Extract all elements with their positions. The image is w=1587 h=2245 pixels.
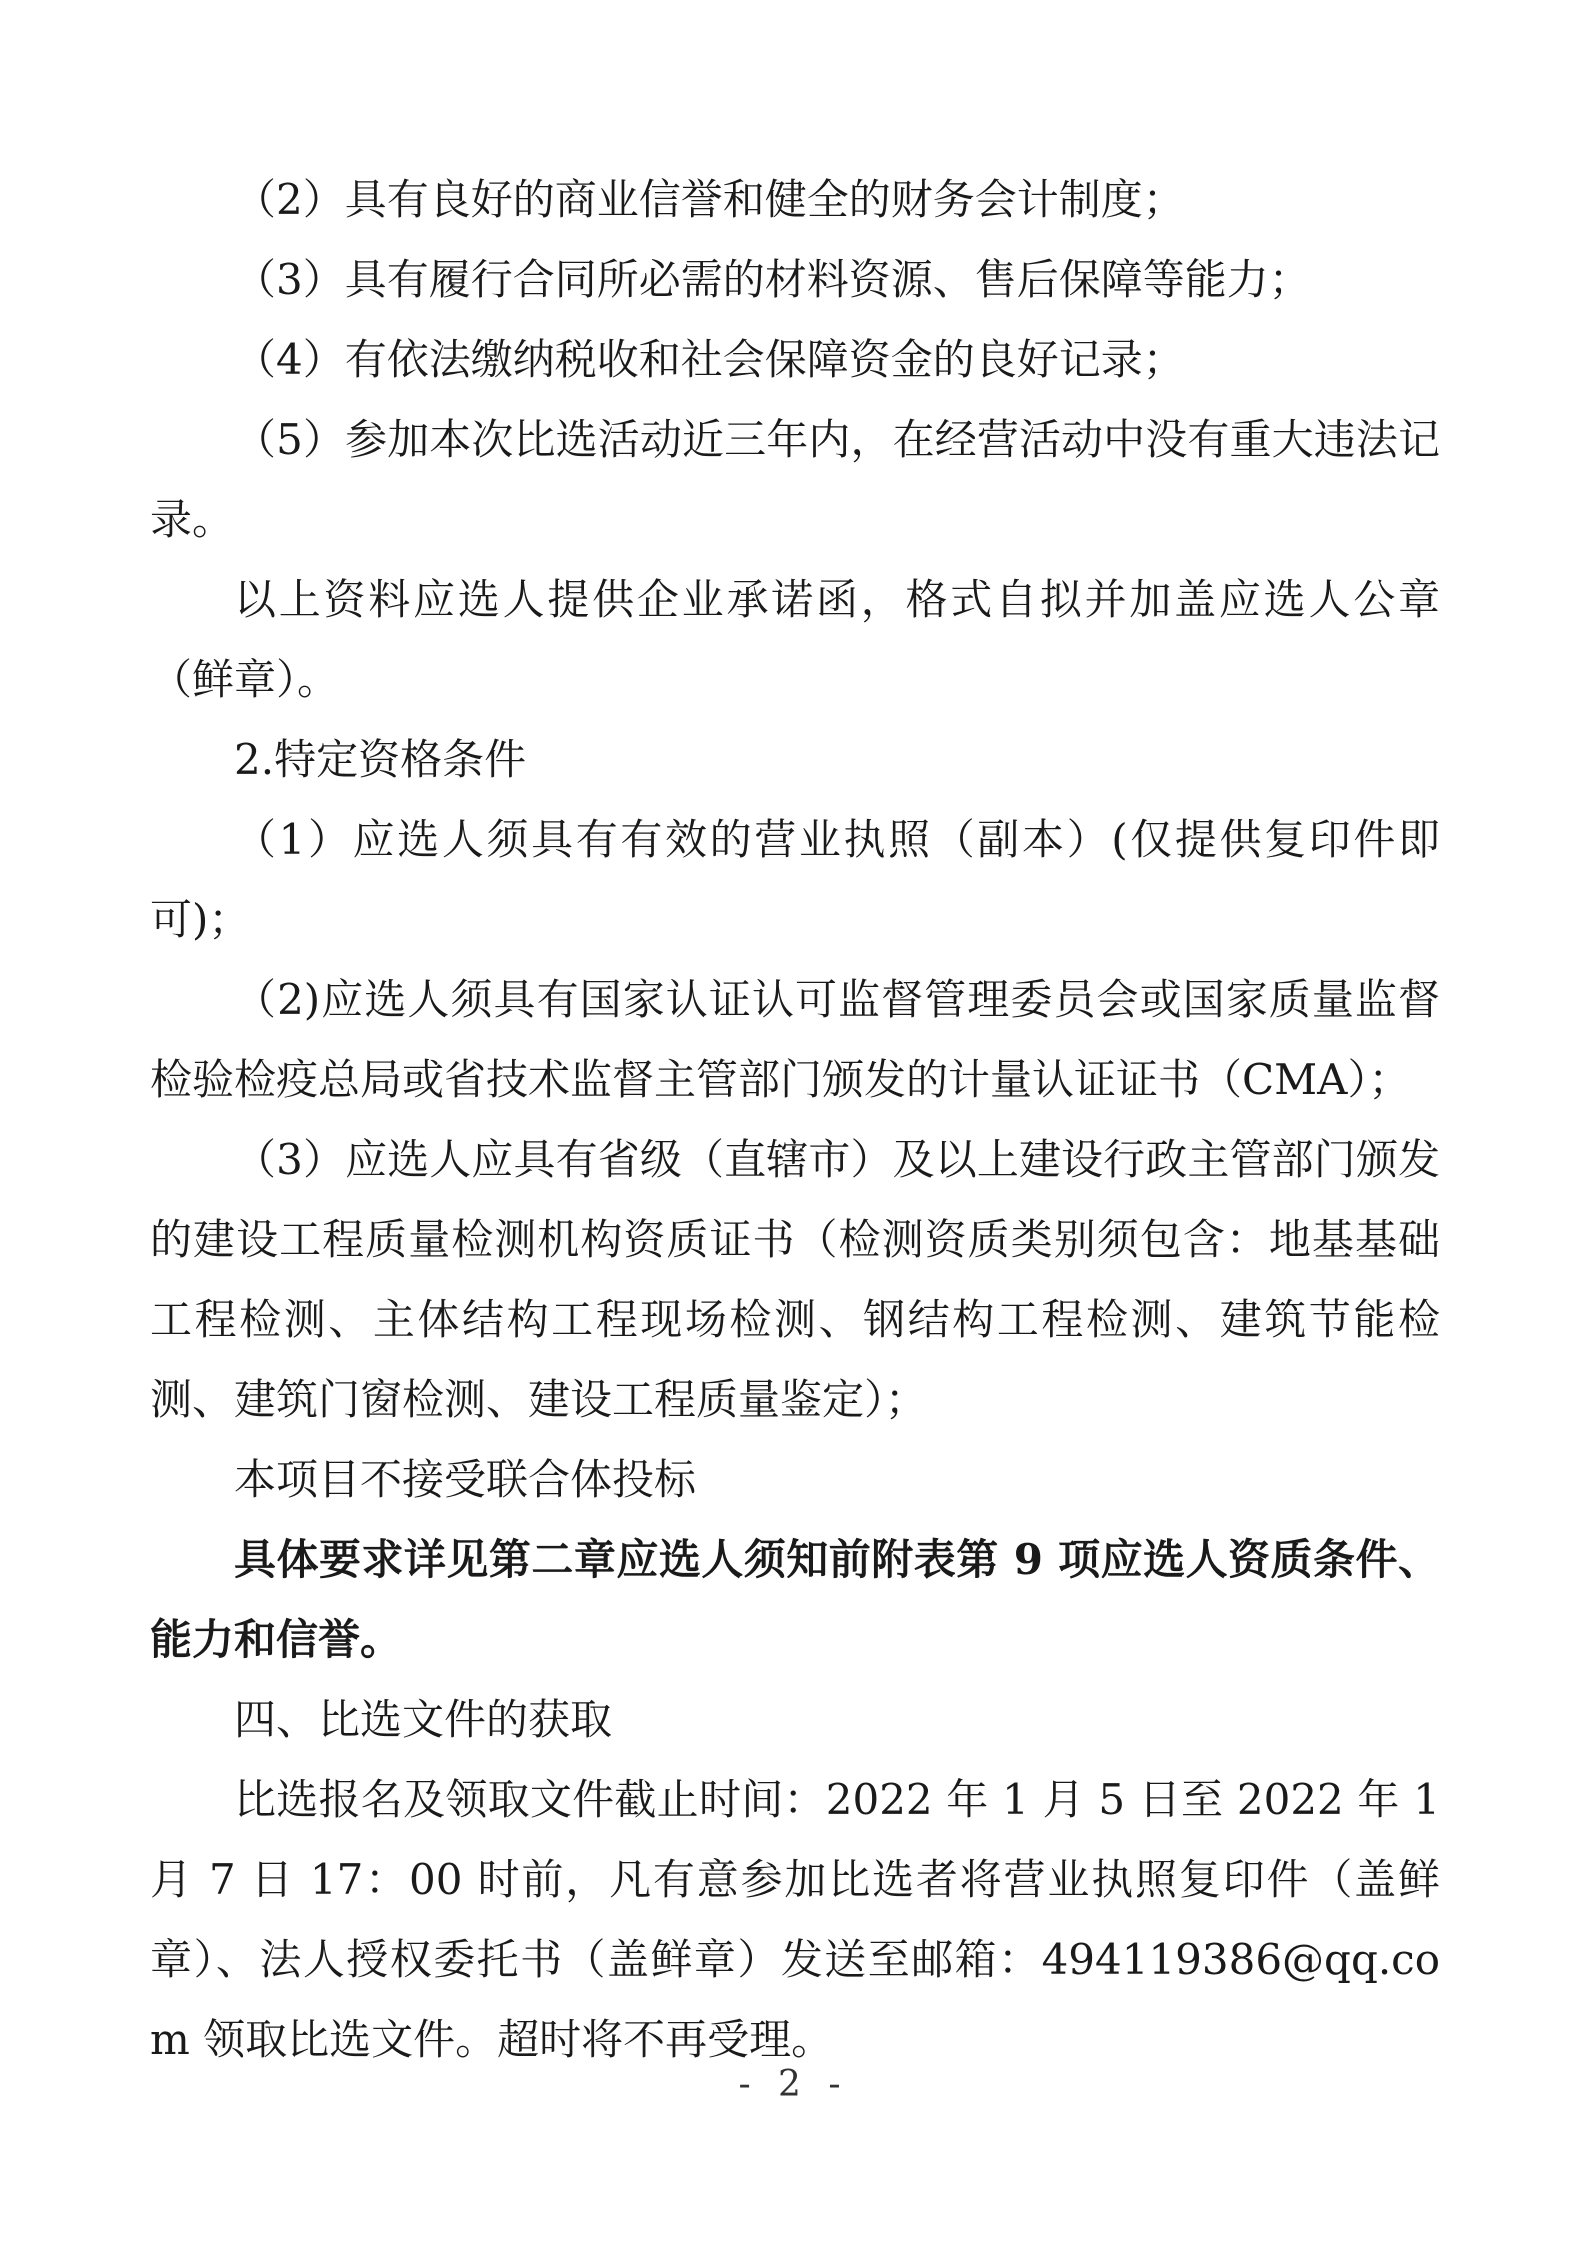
paragraph-business-license: （1）应选人须具有有效的营业执照（副本）(仅提供复印件即可)； <box>150 815 1440 944</box>
paragraph-detailed-requirements: 具体要求详见第二章应选人须知前附表第 9 项应选人资质条件、能力和信誉。 <box>150 1535 1440 1664</box>
paragraph-cma-certificate: （2)应选人须具有国家认证认可监督管理委员会或国家质量监督检验检疫总局或省技术监督主管部门颁发的计量认证证书（CMA）； <box>150 975 1440 1104</box>
paragraph-requirement-4: （4）有依法缴纳税收和社会保障资金的良好记录； <box>234 335 1185 384</box>
paragraph-commitment-letter: 以上资料应选人提供企业承诺函，格式自拟并加盖应选人公章（鲜章）。 <box>150 575 1440 704</box>
section-heading-obtain-documents: 四、比选文件的获取 <box>234 1695 613 1744</box>
section-heading-specific-qualifications: 2.特定资格条件 <box>234 735 527 784</box>
page-number: - 2 - <box>738 2064 849 2105</box>
paragraph-registration-deadline: 比选报名及领取文件截止时间：2022 年 1 月 5 日至 2022 年 1 月 7 日 17：00 时前，凡有意参加比选者将营业执照复印件（盖鲜章）、法人授权委托书（盖鲜章）发送至邮箱：494119386@qq.com 领取比选文件。超时将不再受理。 <box>150 1775 1440 2064</box>
document-body <box>150 160 1440 2080</box>
paragraph-requirement-2: （2）具有良好的商业信誉和健全的财务会计制度； <box>234 175 1185 224</box>
paragraph-no-consortium: 本项目不接受联合体投标 <box>234 1455 697 1504</box>
paragraph-requirement-5: （5）参加本次比选活动近三年内，在经营活动中没有重大违法记录。 <box>150 415 1440 544</box>
paragraph-testing-qualification: （3）应选人应具有省级（直辖市）及以上建设行政主管部门颁发的建设工程质量检测机构资质证书（检测资质类别须包含：地基基础工程检测、主体结构工程现场检测、钢结构工程检测、建筑节能检测、建筑门窗检测、建设工程质量鉴定）； <box>150 1135 1440 1424</box>
paragraph-requirement-3: （3）具有履行合同所必需的材料资源、售后保障等能力； <box>234 255 1311 304</box>
